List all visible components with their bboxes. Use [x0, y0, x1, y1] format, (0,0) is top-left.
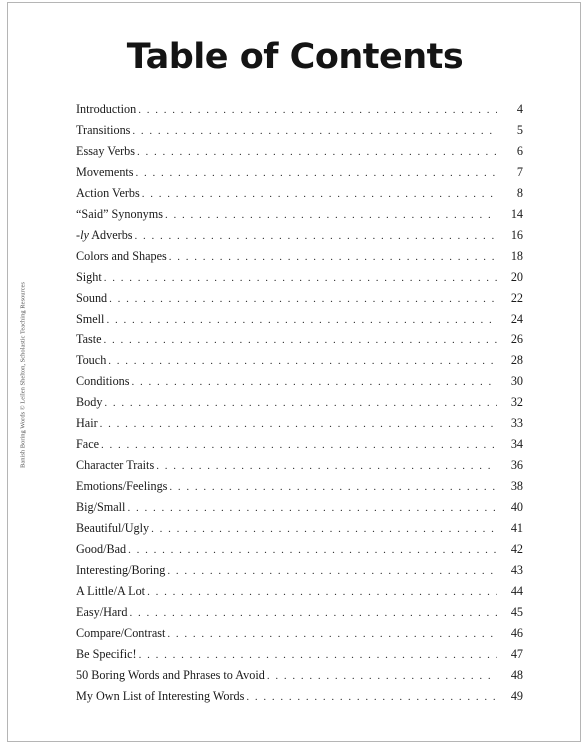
toc-entry-label: Easy/Hard	[76, 604, 128, 619]
toc-entry	[76, 288, 523, 309]
toc-entry-page-number: 43	[497, 560, 523, 581]
dot-leader	[246, 687, 497, 708]
toc-entry-label: -ly Adverbs	[76, 227, 133, 242]
toc-entry	[76, 329, 523, 350]
toc-entry-label: Be Specific!	[76, 646, 137, 661]
toc-entry	[76, 350, 523, 371]
toc-entry-label: Movements	[76, 164, 134, 179]
toc-entry-page-number: 6	[497, 141, 523, 162]
toc-entry	[76, 455, 523, 476]
side-credit: Banish Boring Words © Leilen Shelton, Scholastic Teaching Resources	[19, 282, 27, 468]
toc-entry-label: Introduction	[76, 102, 137, 116]
toc-entry-page-number: 33	[497, 413, 523, 434]
toc-entry-label: Big/Small	[76, 500, 126, 515]
toc-entry	[76, 581, 523, 602]
toc-entry-label: Compare/Contrast	[76, 625, 166, 640]
dot-leader	[167, 561, 497, 582]
dot-leader	[137, 142, 497, 163]
toc-entry	[76, 246, 523, 267]
toc-entry	[76, 476, 523, 497]
toc-entry-page-number: 40	[497, 497, 523, 518]
dot-leader	[106, 310, 497, 331]
page-title: Table of Contents	[126, 37, 464, 77]
dot-leader	[101, 435, 497, 456]
toc-entry	[76, 518, 523, 539]
toc-entry	[76, 99, 523, 120]
dot-leader	[108, 351, 497, 372]
toc-entry-label: Essay Verbs	[76, 143, 136, 158]
toc-entry	[76, 392, 523, 413]
toc-entry	[76, 539, 523, 560]
toc-entry-label: Hair	[76, 416, 98, 431]
dot-leader	[135, 226, 497, 247]
toc-entry-label: A Little/A Lot	[76, 583, 146, 598]
dot-leader	[104, 330, 497, 351]
toc-entry-page-number: 26	[497, 329, 523, 350]
dot-leader	[109, 289, 497, 310]
toc-entry-label: Touch	[76, 353, 107, 368]
toc-entry-page-number: 49	[497, 686, 523, 707]
toc-entry	[76, 644, 523, 665]
dot-leader	[138, 100, 497, 121]
toc-entry-label: Sound	[76, 290, 108, 305]
toc-entry-page-number: 14	[497, 204, 523, 225]
dot-leader	[169, 247, 497, 268]
toc-entry	[76, 183, 523, 204]
toc-entry-label: Conditions	[76, 374, 130, 389]
dot-leader	[139, 645, 497, 666]
dot-leader	[104, 393, 497, 414]
dot-leader	[127, 498, 497, 519]
dot-leader	[267, 666, 497, 687]
dot-leader	[165, 205, 497, 226]
toc-entry-label: “Said” Synonyms	[76, 206, 164, 221]
toc-entry	[76, 225, 523, 246]
toc-entry-page-number: 24	[497, 309, 523, 330]
toc-entry-page-number: 22	[497, 288, 523, 309]
toc-entry-label: Face	[76, 437, 100, 452]
toc-entry-label: Body	[76, 395, 103, 410]
dot-leader	[147, 582, 497, 603]
toc-entry	[76, 204, 523, 225]
toc-entry-page-number: 38	[497, 476, 523, 497]
toc-entry-page-number: 28	[497, 350, 523, 371]
toc-entry-page-number: 18	[497, 246, 523, 267]
dot-leader	[169, 477, 497, 498]
toc-entry-page-number: 44	[497, 581, 523, 602]
toc-entry-label: Interesting/Boring	[76, 562, 166, 577]
toc-entry	[76, 267, 523, 288]
toc-entry	[76, 623, 523, 644]
toc-entry-label: Transitions	[76, 122, 131, 137]
toc-entry-page-number: 30	[497, 371, 523, 392]
toc-entry-label: Character Traits	[76, 458, 155, 473]
dot-leader	[128, 540, 497, 561]
toc-entry-label: Action Verbs	[76, 185, 140, 200]
toc-entry-page-number: 36	[497, 455, 523, 476]
toc-entry-page-number: 7	[497, 162, 523, 183]
toc-entry	[76, 120, 523, 141]
dot-leader	[100, 414, 497, 435]
toc-entry-page-number: 8	[497, 183, 523, 204]
dot-leader	[132, 372, 498, 393]
toc-entry	[76, 371, 523, 392]
dot-leader	[136, 163, 497, 184]
toc-entry	[76, 560, 523, 581]
table-of-contents	[76, 99, 523, 707]
document-page	[7, 2, 581, 742]
toc-entry	[76, 665, 523, 686]
dot-leader	[132, 121, 497, 142]
toc-entry-label: Good/Bad	[76, 542, 127, 557]
toc-entry	[76, 434, 523, 455]
dot-leader	[167, 624, 497, 645]
toc-entry-page-number: 5	[497, 120, 523, 141]
toc-entry-page-number: 34	[497, 434, 523, 455]
toc-entry	[76, 309, 523, 330]
toc-entry-page-number: 47	[497, 644, 523, 665]
toc-entry-label: Sight	[76, 269, 102, 284]
dot-leader	[104, 268, 497, 289]
toc-entry-page-number: 42	[497, 539, 523, 560]
toc-entry-page-number: 45	[497, 602, 523, 623]
toc-entry-page-number: 16	[497, 225, 523, 246]
toc-entry-label: Colors and Shapes	[76, 248, 167, 263]
toc-entry-page-number: 20	[497, 267, 523, 288]
toc-entry-label: 50 Boring Words and Phrases to Avoid	[76, 667, 265, 682]
toc-entry	[76, 141, 523, 162]
dot-leader	[142, 184, 497, 205]
toc-entry	[76, 497, 523, 518]
toc-entry-label: Smell	[76, 311, 105, 326]
toc-entry-page-number: 41	[497, 518, 523, 539]
toc-entry-page-number: 48	[497, 665, 523, 686]
toc-entry-label: Taste	[76, 332, 102, 347]
dot-leader	[151, 519, 497, 540]
dot-leader	[129, 603, 497, 624]
toc-entry	[76, 413, 523, 434]
toc-entry-label: Beautiful/Ugly	[76, 521, 150, 536]
toc-entry-page-number: 32	[497, 392, 523, 413]
toc-entry-label: My Own List of Interesting Words	[76, 688, 245, 703]
dot-leader	[156, 456, 497, 477]
toc-entry	[76, 686, 523, 707]
toc-entry-label: Emotions/Feelings	[76, 479, 168, 494]
toc-entry-page-number: 4	[497, 99, 523, 120]
toc-entry	[76, 602, 523, 623]
toc-entry-page-number: 46	[497, 623, 523, 644]
toc-entry	[76, 162, 523, 183]
